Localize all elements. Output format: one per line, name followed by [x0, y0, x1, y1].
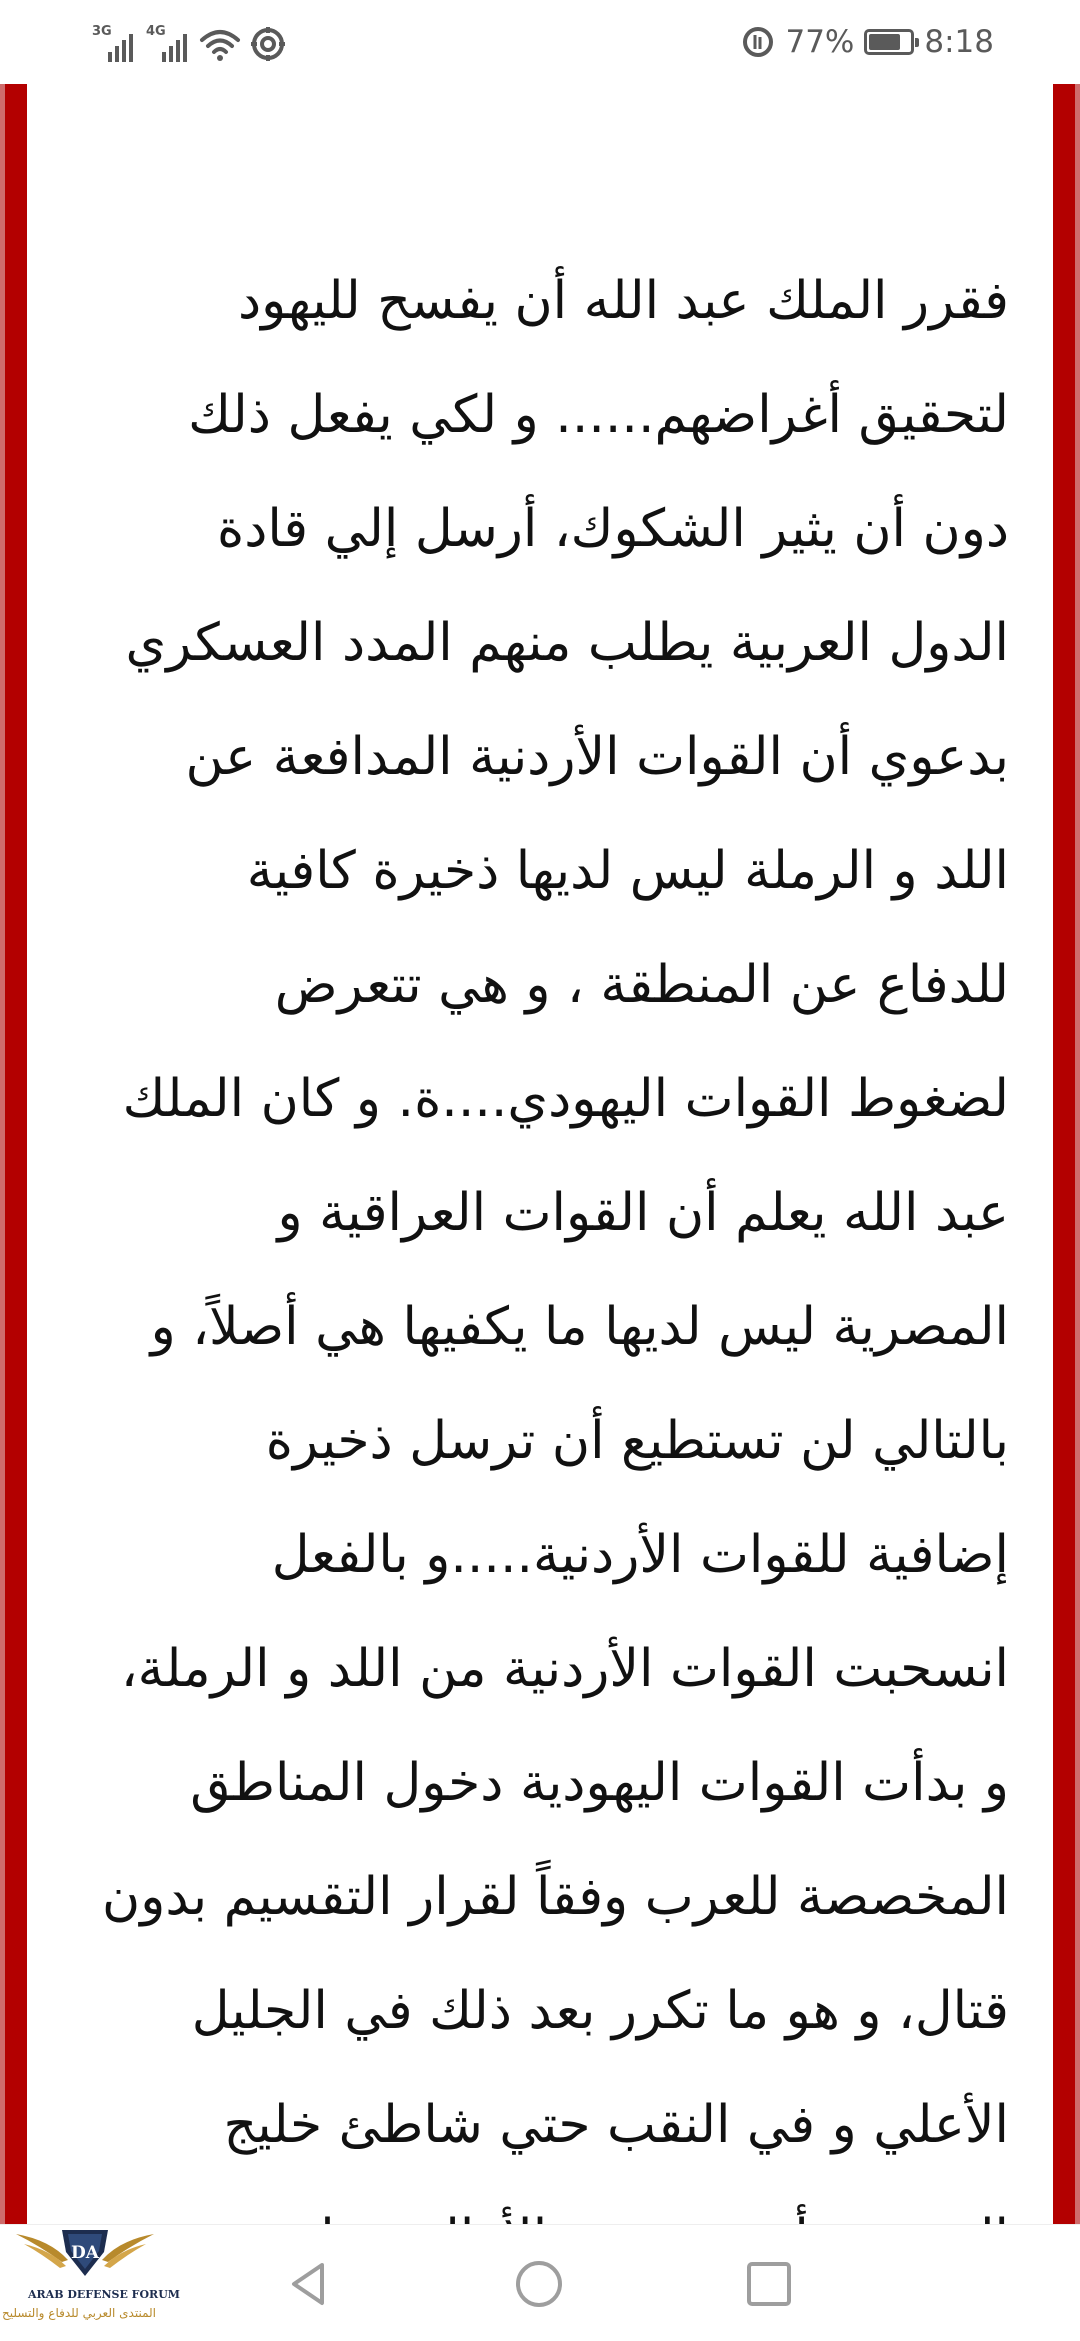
article-line: المصرية ليس لديها ما يكفيها هي أصلاً، و	[150, 1297, 1009, 1357]
recents-icon[interactable]	[744, 2259, 794, 2309]
network-type-2: 4G	[146, 24, 166, 39]
article-line: و بدأت القوات اليهودية دخول المناطق	[190, 1753, 1009, 1813]
article-line: المخصصة للعرب وفقاً لقرار التقسيم بدون	[102, 1867, 1009, 1927]
forum-emblem	[10, 2222, 160, 2288]
article-line: دون أن يثير الشكوك، أرسل إلي قادة	[217, 499, 1009, 559]
status-bar-left	[92, 22, 286, 62]
signal-3g-icon	[92, 24, 136, 62]
article-line: لضغوط القوات اليهودي....ة. و كان الملك	[122, 1069, 1009, 1129]
article-line: عبد الله يعلم أن القوات العراقية و	[277, 1183, 1009, 1243]
clock: 8:18	[924, 24, 994, 60]
article-line: للدفاع عن المنطقة ، و هي تتعرض	[274, 955, 1009, 1015]
network-type-1: 3G	[92, 24, 112, 39]
page-content[interactable]	[27, 84, 1053, 2224]
article-line: اللد و الرملة ليس لديها ذخيرة كافية	[246, 841, 1009, 901]
article-line: لتحقيق أغراضهم...... و لكي يفعل ذلك	[188, 385, 1009, 445]
article-line: فقرر الملك عبد الله أن يفسح لليهود	[237, 271, 1009, 331]
article-line: قتال، و هو ما تكرر بعد ذلك في الجليل	[191, 1981, 1009, 2041]
navigation-bar	[0, 2224, 1080, 2341]
article-line: بدعوي أن القوات الأردنية المدافعة عن	[185, 727, 1009, 787]
article-line: انسحبت القوات الأردنية من اللد و الرملة،	[120, 1639, 1009, 1699]
page-frame-right	[1053, 84, 1080, 2224]
logo-mark-text: DA	[71, 2243, 99, 2263]
home-icon[interactable]	[514, 2259, 564, 2309]
status-bar-right	[741, 18, 994, 66]
page-frame-left	[0, 84, 27, 2224]
article-line: الأعلي و في النقب حتي شاطئ خليج	[223, 2095, 1009, 2155]
forum-watermark-logo	[2, 2222, 180, 2340]
data-saver-icon	[741, 25, 775, 59]
signal-4g-icon	[146, 24, 190, 62]
article-line: إضافية للقوات الأردنية.....و بالفعل	[271, 1525, 1009, 1585]
battery-percent: 77%	[785, 24, 855, 60]
article-line: الدول العربية يطلب منهم المدد العسكري	[125, 613, 1009, 673]
battery-fill	[869, 34, 900, 50]
back-icon[interactable]	[284, 2259, 334, 2309]
logo-name-english: ARAB DEFENSE FORUM	[28, 2288, 180, 2301]
logo-name-arabic: المنتدى العربي للدفاع والتسليح	[2, 2306, 156, 2320]
status-bar	[0, 0, 1080, 84]
wifi-icon	[200, 28, 240, 62]
battery-icon	[864, 29, 914, 55]
article-text	[49, 244, 1009, 2296]
article-line: بالتالي لن تستطيع أن ترسل ذخيرة	[265, 1411, 1009, 1471]
hotspot-icon	[250, 26, 286, 62]
